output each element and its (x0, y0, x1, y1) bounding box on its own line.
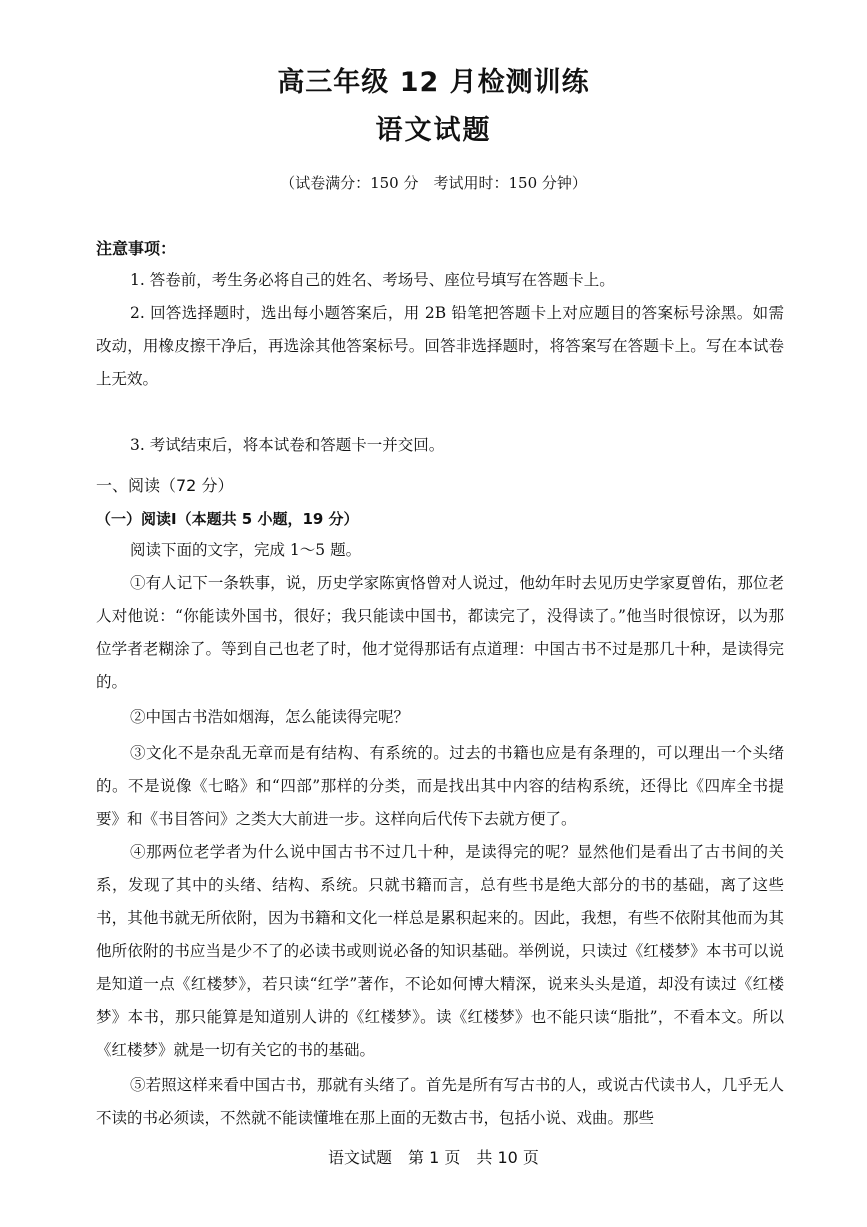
exam-title: 高三年级 12 月检测训练 (277, 67, 590, 98)
note-item-1: 1. 答卷前，考生务必将自己的姓名、考场号、座位号填写在答题卡上。 (130, 271, 615, 289)
paragraph-5: ⑤若照这样来看中国古书，那就有头绪了。首先是所有写古书的人，或说古代读书人，几乎无人不读的书必须读，不然就不能读懂堆在那上面的无数古书，包括小说、戏曲。那些 (96, 1076, 784, 1127)
paragraph-2: ②中国古书浩如烟海，怎么能读得完呢？ (130, 708, 410, 726)
page-footer: 语文试题 第 1 页 共 10 页 (328, 1148, 539, 1167)
subsection-heading: （一）阅读Ⅰ（本题共 5 小题，19 分） (96, 510, 359, 528)
notes-heading: 注意事项： (96, 239, 177, 258)
paragraph-4: ④那两位老学者为什么说中国古书不过几十种，是读得完的呢？显然他们是看出了古书间的关系，发现了其中的头绪、结构、系统。只就书籍而言，总有些书是绝大部分的书的基础，离了这些书，其他书就无所依附，因为书籍和文化一样总是累积起来的。因此，我想，有些不依附其他而为其他所依附的书应当是少不了的必读书或则说必备的知识基础。举例说，只读过《红楼梦》本书可以说是知道一点《红楼梦》，若只读“红学”著作，不论如何博大精深，说来头头是道，却没有读过《红楼梦》本书，那只能算是知道别人讲的《红楼梦》。读《红楼梦》也不能只读“脂批”，不看本文。所以《红楼梦》就是一切有关它的书的基础。 (96, 843, 784, 1059)
paragraph-1: ①有人记下一条轶事，说，历史学家陈寅恪曾对人说过，他幼年时去见历史学家夏曾佑，那位老人对他说：“你能读外国书，很好；我只能读中国书，都读完了，没得读了。”他当时很惊讶，以为那位学者老糊涂了。等到自己也老了时，他才觉得那话有点道理：中国古书不过是那几十种，是读得完的。 (96, 574, 784, 691)
subject-title: 语文试题 (375, 115, 492, 146)
note-item-2: 2. 回答选择题时，选出每小题答案后，用 2B 铅笔把答题卡上对应题目的答案标号涂黑。如需改动，用橡皮擦干净后，再选涂其他答案标号。回答非选择题时，将答案写在答题卡上。写在本试卷上无效。 (96, 304, 784, 388)
reading-instruction: 阅读下面的文字，完成 1～5 题。 (130, 541, 362, 559)
note-item-3: 3. 考试结束后，将本试卷和答题卡一并交回。 (130, 436, 445, 454)
section-heading: 一、阅读（72 分） (96, 476, 234, 495)
paragraph-3: ③文化不是杂乱无章而是有结构、有系统的。过去的书籍也应是有条理的，可以理出一个头绪的。不是说像《七略》和“四部”那样的分类，而是找出其中内容的结构系统，还得比《四库全书提要》和《书目答问》之类大大前进一步。这样向后代传下去就方便了。 (96, 744, 784, 828)
exam-info: （试卷满分：150 分 考试用时：150 分钟） (280, 174, 587, 192)
